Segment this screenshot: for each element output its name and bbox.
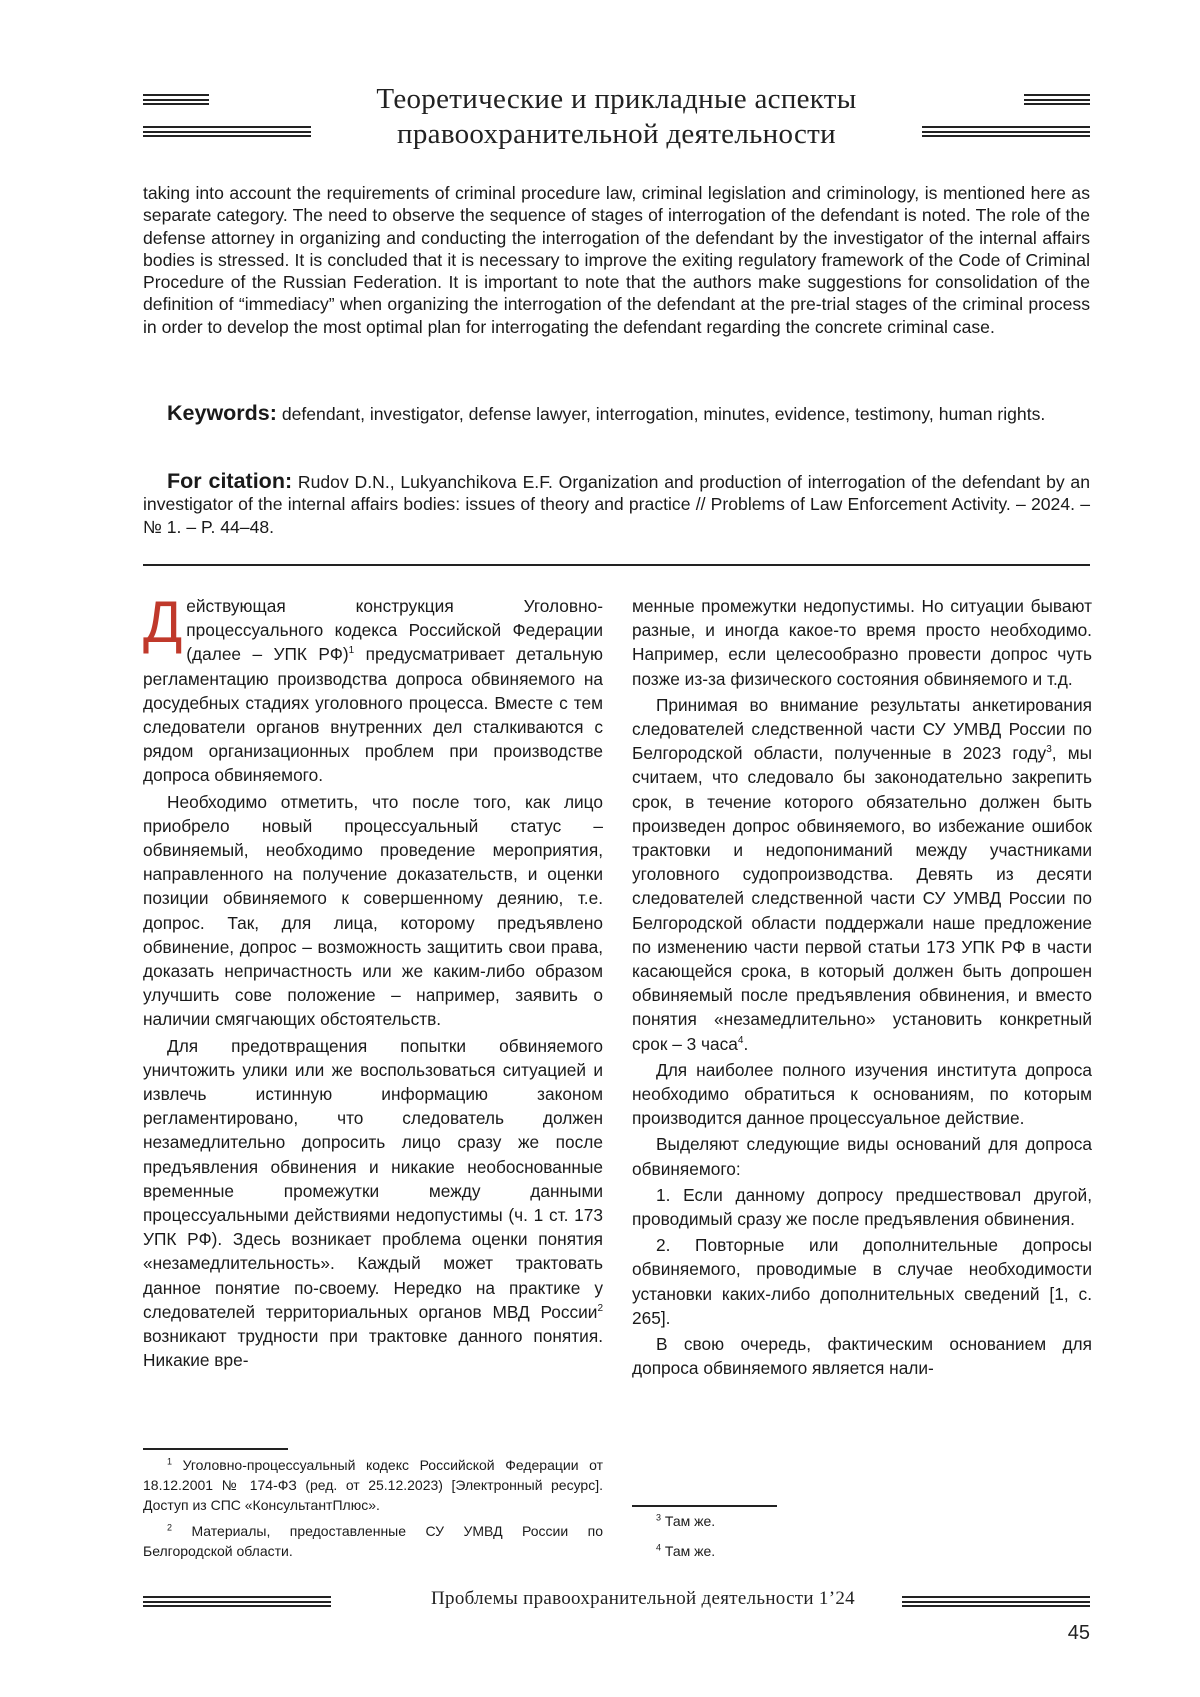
body-column-right [632, 594, 1092, 1383]
footnote-3: $^3$ Там же. [656, 1512, 716, 1529]
footnote-ref[interactable]: 2 [597, 1303, 603, 1315]
footnote-2: $^2$ Материалы, предоставленные СУ УМВД России по Белгородской области. [143, 1522, 603, 1559]
paragraph: Действующая конструкция Уголовно-процессуального кодекса Российской Федерации (далее – УПК РФ)$^1$ предусматривает детальную регламентацию производства допроса обвиняемого на досудебных стадиях уголовного процесса. Вместе с тем следователи органов внутренних дел сталкиваются с рядом организационных проблем при производстве допроса обвиняемого. [143, 590, 603, 786]
keywords-text: defendant, investigator, defense lawyer, interrogation, minutes, evidence, testimony, human rights. [281, 404, 1046, 424]
body-column-left [143, 590, 603, 1375]
paragraph: Для предотвращения попытки обвиняемого уничтожить улики или же воспользоваться ситуацией и извлечь истинную информацию законом регламентировано, что следователь должен незамедлительно допросить лицо сразу же после предъявления обвинения и никакие необоснованные временные промежутки между данными процессуальными действиями недопустимы (ч. 1 ст. 173 УПК РФ). Здесь возникает проблема оценки понятия «незамедлительность». Каждый может трактовать данное понятие по-своему. Нередко на практике у следователей территориальных органов МВД России$^2$ возникают трудности при трактовке данного понятия. Никакие вре- [143, 1035, 603, 1371]
page-number: 45 [1067, 1622, 1090, 1644]
list-item: 1. Если данному допросу предшествовал другой, проводимый сразу же после предъявления обвинения. [632, 1184, 1092, 1230]
footnote-1: $^1$ Уголовно-процессуальный кодекс Российской Федерации от 18.12.2001 № 174-ФЗ (ред. от 25.12.2023) [Электронный ресурс]. Доступ из СПС «КонсультантПлюс». [143, 1456, 603, 1513]
section-title-line1: Теоретические и прикладные аспекты [376, 83, 857, 115]
section-title [143, 82, 1090, 152]
drop-cap: Д [143, 590, 183, 655]
keywords [143, 402, 1090, 425]
footnote-4: $^4$ Там же. [656, 1542, 716, 1559]
footnote-ref[interactable]: 1 [348, 645, 355, 657]
list-item: 2. Повторные или дополнительные допросы обвиняемого, проводимые в случае необходимости установки каких-либо дополнительных сведений [1, с. 265]. [632, 1235, 1092, 1328]
footnote-ref[interactable]: 4 [737, 1034, 744, 1046]
footnote-ref[interactable]: 3 [1046, 744, 1052, 756]
citation-text: Rudov D.N., Lukyanchikova E.F. Organization and production of interrogation of the defendant by an investigator of the internal affairs bodies: issues of theory and practice // Problems of Law Enforcement Activity. – 2024. – № 1. – P. 44–48. [143, 472, 1090, 537]
paragraph: В свою очередь, фактическим основанием для допроса обвиняемого является нали- [632, 1334, 1092, 1379]
paragraph: Для наиболее полного изучения института допроса необходимо обратиться к основаниям, по которым производится данное процессуальное действие. [632, 1059, 1092, 1129]
abstract-text: taking into account the requirements of criminal procedure law, criminal legislation and criminology, is mentioned here as separate category. The need to observe the sequence of stages of interrogation of the defendant is noted. The role of the defense attorney in organizing and conducting the interrogation of the defendant by the investigator of the internal affairs bodies is stressed. It is concluded that it is necessary to improve the exiting regulatory framework of the Code of Criminal Procedure of the Russian Federation. It is important to note that the authors make suggestions for consolidation of the definition of “immediacy” when organizing the interrogation of the defendant at the pre-trial stages of the criminal process in order to develop the most optimal plan for interrogating the defendant regarding the concrete criminal case. [143, 183, 1090, 337]
section-divider [143, 564, 1090, 566]
footer-rule-left [143, 1596, 331, 1607]
journal-name: Проблемы правоохранительной деятельности 1’24 [431, 1588, 855, 1609]
keywords-label: Keywords: [167, 401, 277, 425]
running-footer [143, 1588, 1090, 1610]
paragraph: Принимая во внимание результаты анкетирования следователей следственной части СУ УМВД России по Белгородской области, полученные в 2023 году$^3$, мы считаем, что следовало бы законодательно закрепить срок, в течение которого обязательно должен быть произведен допрос обвиняемого, во избежание ошибок трактовки и недопониманий между участниками уголовного судопроизводства. Девять из десяти следователей следственной части СУ УМВД России по Белгородской области поддержали наше предложение по изменению части первой статьи 173 УПК РФ в части касающейся срока, в который должен быть допрошен обвиняемый после предъявления обвинения, и вместо понятия «незамедлительно» установить конкретный срок – 3 часа$^4$. [632, 694, 1092, 1054]
citation [143, 470, 1090, 538]
running-header [143, 82, 1090, 152]
section-title-line2: правоохранительной деятельности [397, 118, 836, 150]
paragraph: Необходимо отметить, что после того, как лицо приобрело новый процессуальный статус – обвиняемый, необходимо проведение мероприятия, направленного на получение доказательств, и оценки позиции обвиняемого к совершенному деянию, т.е. допрос. Так, для лица, которому предъявлено обвинение, допрос – возможность защитить свои права, доказать непричастность или же каким-либо образом улучшить сове положение – например, заявить о наличии смягчающих обстоятельств. [143, 791, 603, 1030]
footnote-rule-right [632, 1505, 777, 1507]
citation-label: For citation: [167, 469, 293, 493]
paragraph: Выделяют следующие виды оснований для допроса обвиняемого: [632, 1134, 1092, 1179]
footnote-rule-left [143, 1448, 288, 1450]
paragraph: менные промежутки недопустимы. Но ситуации бывают разные, и иногда какое-то время просто необходимо. Например, если целесообразно провести допрос чуть позже из-за физического состояния обвиняемого и т.д. [632, 596, 1092, 689]
